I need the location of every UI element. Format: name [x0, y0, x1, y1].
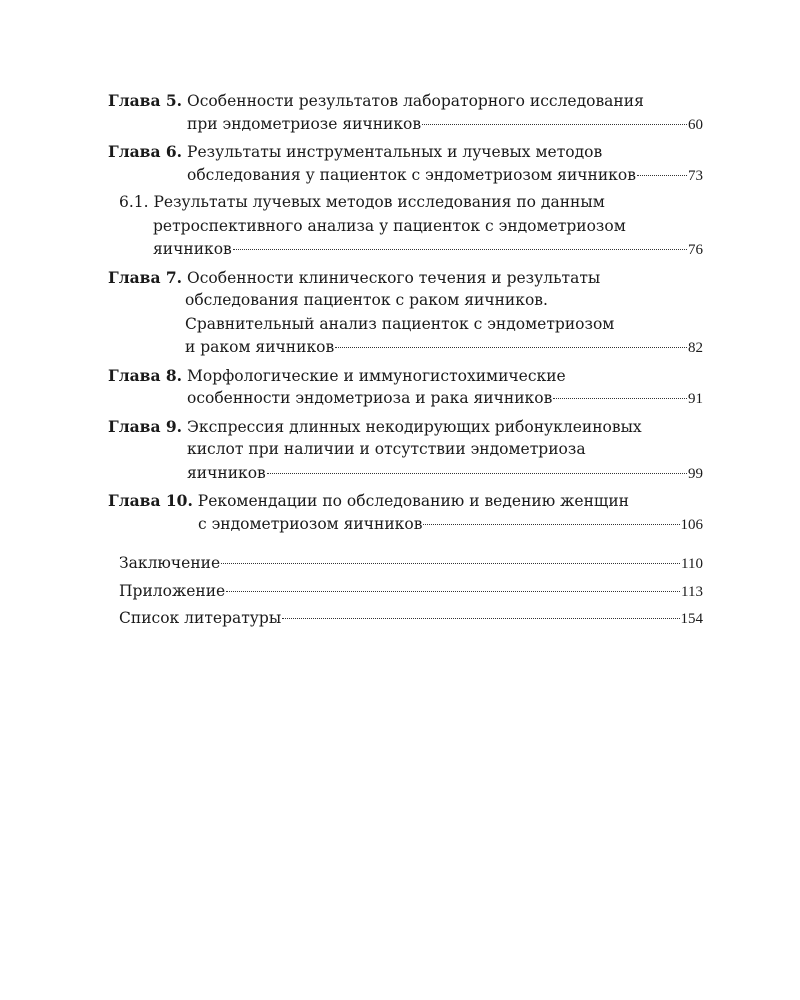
- section-title-line: 6.1. Результаты лучевых методов исследования по данным: [119, 193, 605, 211]
- chapter-title-line: кислот при наличии и отсутствии эндометриоза: [187, 440, 586, 458]
- toc-entry-chapter-8[interactable]: [108, 364, 703, 411]
- page-number: 73: [688, 167, 703, 184]
- chapter-label: Глава 10.: [108, 491, 193, 510]
- page-number: 76: [688, 242, 703, 258]
- section-title-line: ретроспективного анализа у пациенток с эндометриозом: [153, 216, 626, 235]
- toc-entry-references[interactable]: [108, 607, 703, 631]
- toc-entry-chapter-10[interactable]: [108, 489, 703, 536]
- toc-entry-section-6-1[interactable]: [108, 191, 703, 262]
- chapter-title-line: Экспрессия длинных некодирующих рибонуклеиновых: [187, 417, 642, 436]
- chapter-label: Глава 9.: [108, 416, 183, 436]
- toc-entry-conclusion[interactable]: [108, 552, 703, 576]
- dot-leader: [226, 591, 680, 592]
- dot-leader: [221, 563, 680, 564]
- toc-entry-chapter-7[interactable]: [108, 266, 703, 360]
- dot-leader: [267, 473, 687, 474]
- chapter-title-line: Особенности результатов лабораторного исследования: [187, 92, 644, 110]
- chapter-title-line: Морфологические и иммуногистохимические: [187, 366, 566, 385]
- page-number: 106: [680, 516, 703, 533]
- chapter-label: Глава 7.: [108, 267, 183, 287]
- chapter-title-line: особенности эндометриоза и рака яичников: [187, 389, 553, 407]
- section-spacer: [108, 540, 703, 552]
- chapter-title-line: обследования у пациенток с эндометриозом яичников: [187, 165, 636, 184]
- page-number: 110: [681, 556, 703, 572]
- entry-title: Приложение: [119, 581, 226, 600]
- chapter-title-line: с эндометриозом яичников: [198, 514, 423, 533]
- chapter-title-line: яичников: [187, 463, 266, 482]
- toc-entry-chapter-5[interactable]: [108, 89, 703, 136]
- dot-leader: [282, 618, 679, 619]
- table-of-contents: [108, 89, 703, 635]
- chapter-title-line: Особенности клинического течения и результаты: [187, 268, 601, 287]
- chapter-title-line: и раком яичников: [185, 338, 335, 356]
- page-number: 113: [681, 583, 703, 600]
- chapter-title-line: обследования пациенток с раком яичников.: [185, 291, 548, 309]
- dot-leader: [233, 249, 687, 250]
- dot-leader: [553, 398, 687, 399]
- toc-entry-chapter-9[interactable]: [108, 415, 703, 486]
- dot-leader: [422, 124, 687, 125]
- dot-leader: [335, 347, 687, 348]
- chapter-label: Глава 6.: [108, 142, 183, 161]
- chapter-title-line: Результаты инструментальных и лучевых методов: [187, 143, 603, 161]
- chapter-label: Глава 8.: [108, 365, 183, 385]
- chapter-title-line: при эндометриозе яичников: [187, 114, 422, 133]
- chapter-label: Глава 5.: [108, 91, 183, 110]
- page-number: 91: [688, 391, 703, 407]
- entry-title: Заключение: [119, 554, 221, 572]
- toc-entry-appendix[interactable]: [108, 580, 703, 604]
- toc-entry-chapter-6[interactable]: [108, 140, 703, 187]
- page-number: 99: [688, 465, 703, 482]
- chapter-title-line: Сравнительный анализ пациенток с эндометриозом: [185, 314, 615, 333]
- dot-leader: [423, 524, 679, 525]
- page-number: 60: [688, 116, 703, 133]
- page-number: 82: [688, 340, 703, 356]
- chapter-title-line: Рекомендации по обследованию и ведению женщин: [197, 492, 629, 510]
- page-number: 154: [680, 611, 703, 627]
- dot-leader: [637, 175, 687, 176]
- entry-title: Список литературы: [119, 609, 282, 627]
- section-title-line: яичников: [153, 240, 232, 258]
